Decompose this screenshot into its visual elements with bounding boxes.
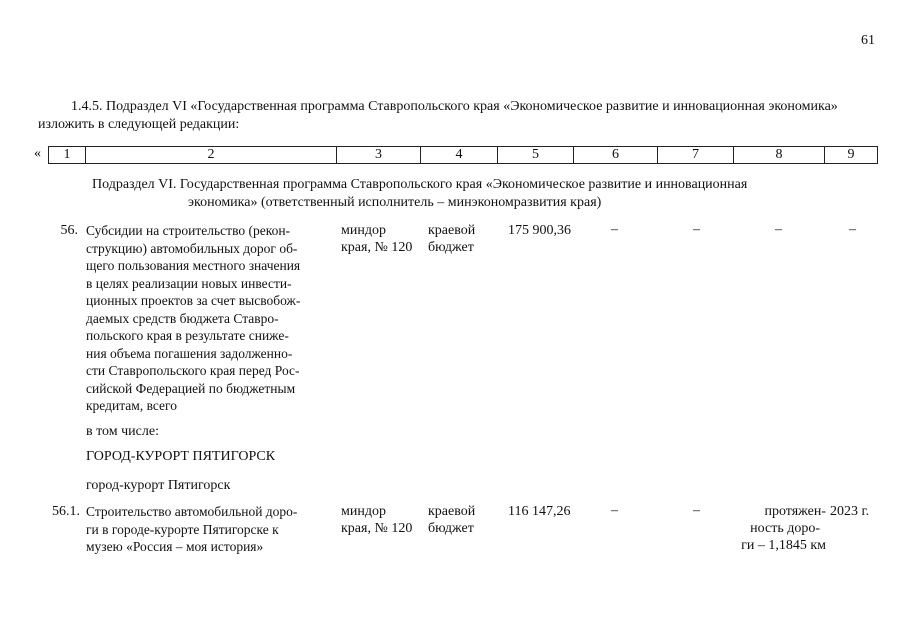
row-56-executor [341,222,412,256]
header-col-8: 8 [734,147,825,164]
row-56-amount: 175 900,36 [508,223,571,238]
row-56-line: щего пользования местного значения [86,258,301,273]
row-56-1-col8 [720,503,826,554]
row-56-1-number: 56.1. [52,504,80,519]
row-56-1-col8-l2: ность доро- [750,521,820,536]
row-56-line: струкцию) автомобильных дорог об- [86,240,298,256]
row-56-line: ционных проектов за счет высвобож- [86,293,301,308]
row-56-line: в целях реализации новых инвести- [86,275,292,291]
subsection-heading [92,176,878,212]
row-56-1-executor-l1: миндор [341,504,386,519]
row-56-1-amount: 116 147,26 [508,504,571,519]
intro-paragraph [38,98,876,134]
row-56-source-l1: краевой [428,223,476,238]
row-56-1-source-l1: краевой [428,504,476,519]
page-number: 61 [861,33,875,48]
city-heading: город-курорт Пятигорск [86,478,231,493]
row-56-source-l2: бюджет [428,240,474,255]
row-56-executor-l2: края, № 120 [341,240,413,255]
header-col-3: 3 [337,147,421,164]
row-56-number: 56. [60,223,78,238]
row-56-1-line: Строительство автомобильной доро- [86,504,298,519]
header-col-5: 5 [498,147,574,164]
row-56-col6: – [611,222,618,237]
row-56-1-col6: – [611,503,618,518]
row-56-col9: – [849,222,856,237]
row-56-1-line: музею «Россия – моя история» [86,539,264,554]
header-row [49,147,878,164]
city-heading-upper: ГОРОД-КУРОРТ ПЯТИГОРСК [86,449,276,464]
row-56-1-source-l2: бюджет [428,521,474,536]
column-number-header [48,146,878,164]
row-56-line: сийской Федерацией по бюджетным [86,380,296,396]
row-56-col8: – [775,222,782,237]
including-label: в том числе: [86,424,159,439]
open-quote: « [34,146,41,161]
row-56-line: кредитам, всего [86,398,177,413]
row-56-1-col8-l3: ги – 1,1845 км [741,538,826,553]
row-56-line: даемых средств бюджета Ставро- [86,310,279,326]
row-56-line: польского края в результате сниже- [86,328,289,343]
row-56-source [428,222,475,256]
row-56-line: ния объема погашения задолженно- [86,345,293,361]
header-col-2: 2 [86,147,337,164]
row-56-1-col8-l1: протяжен- [764,504,826,519]
subsection-line-2: экономика» (ответственный исполнитель – минэкономразвития края) [188,195,602,210]
row-56-1-description [86,503,333,556]
header-col-1: 1 [49,147,86,164]
header-col-6: 6 [574,147,658,164]
row-56-1-source [428,503,475,537]
row-56-1-executor-l2: края, № 120 [341,521,413,536]
subsection-line-1: Подраздел VI. Государственная программа Ставропольского края «Экономическое развитие и инновационная [92,177,748,192]
intro-text: 1.4.5. Подраздел VI «Государственная программа Ставропольского края «Экономическое развитие и инновационная экономика» изложить в следующей редакции: [38,99,838,132]
row-56-line: сти Ставропольского края перед Рос- [86,363,300,378]
row-56-1-executor [341,503,412,537]
row-56-1-line: ги в городе-курорте Пятигорске к [86,521,279,537]
header-col-9: 9 [825,147,878,164]
row-56-description [86,222,333,415]
header-col-7: 7 [658,147,734,164]
row-56-executor-l1: миндор [341,223,386,238]
row-56-line: Субсидии на строительство (рекон- [86,223,291,238]
row-56-1-col7: – [693,503,700,518]
row-56-1-col9: 2023 г. [830,504,870,519]
header-col-4: 4 [421,147,498,164]
row-56-col7: – [693,222,700,237]
